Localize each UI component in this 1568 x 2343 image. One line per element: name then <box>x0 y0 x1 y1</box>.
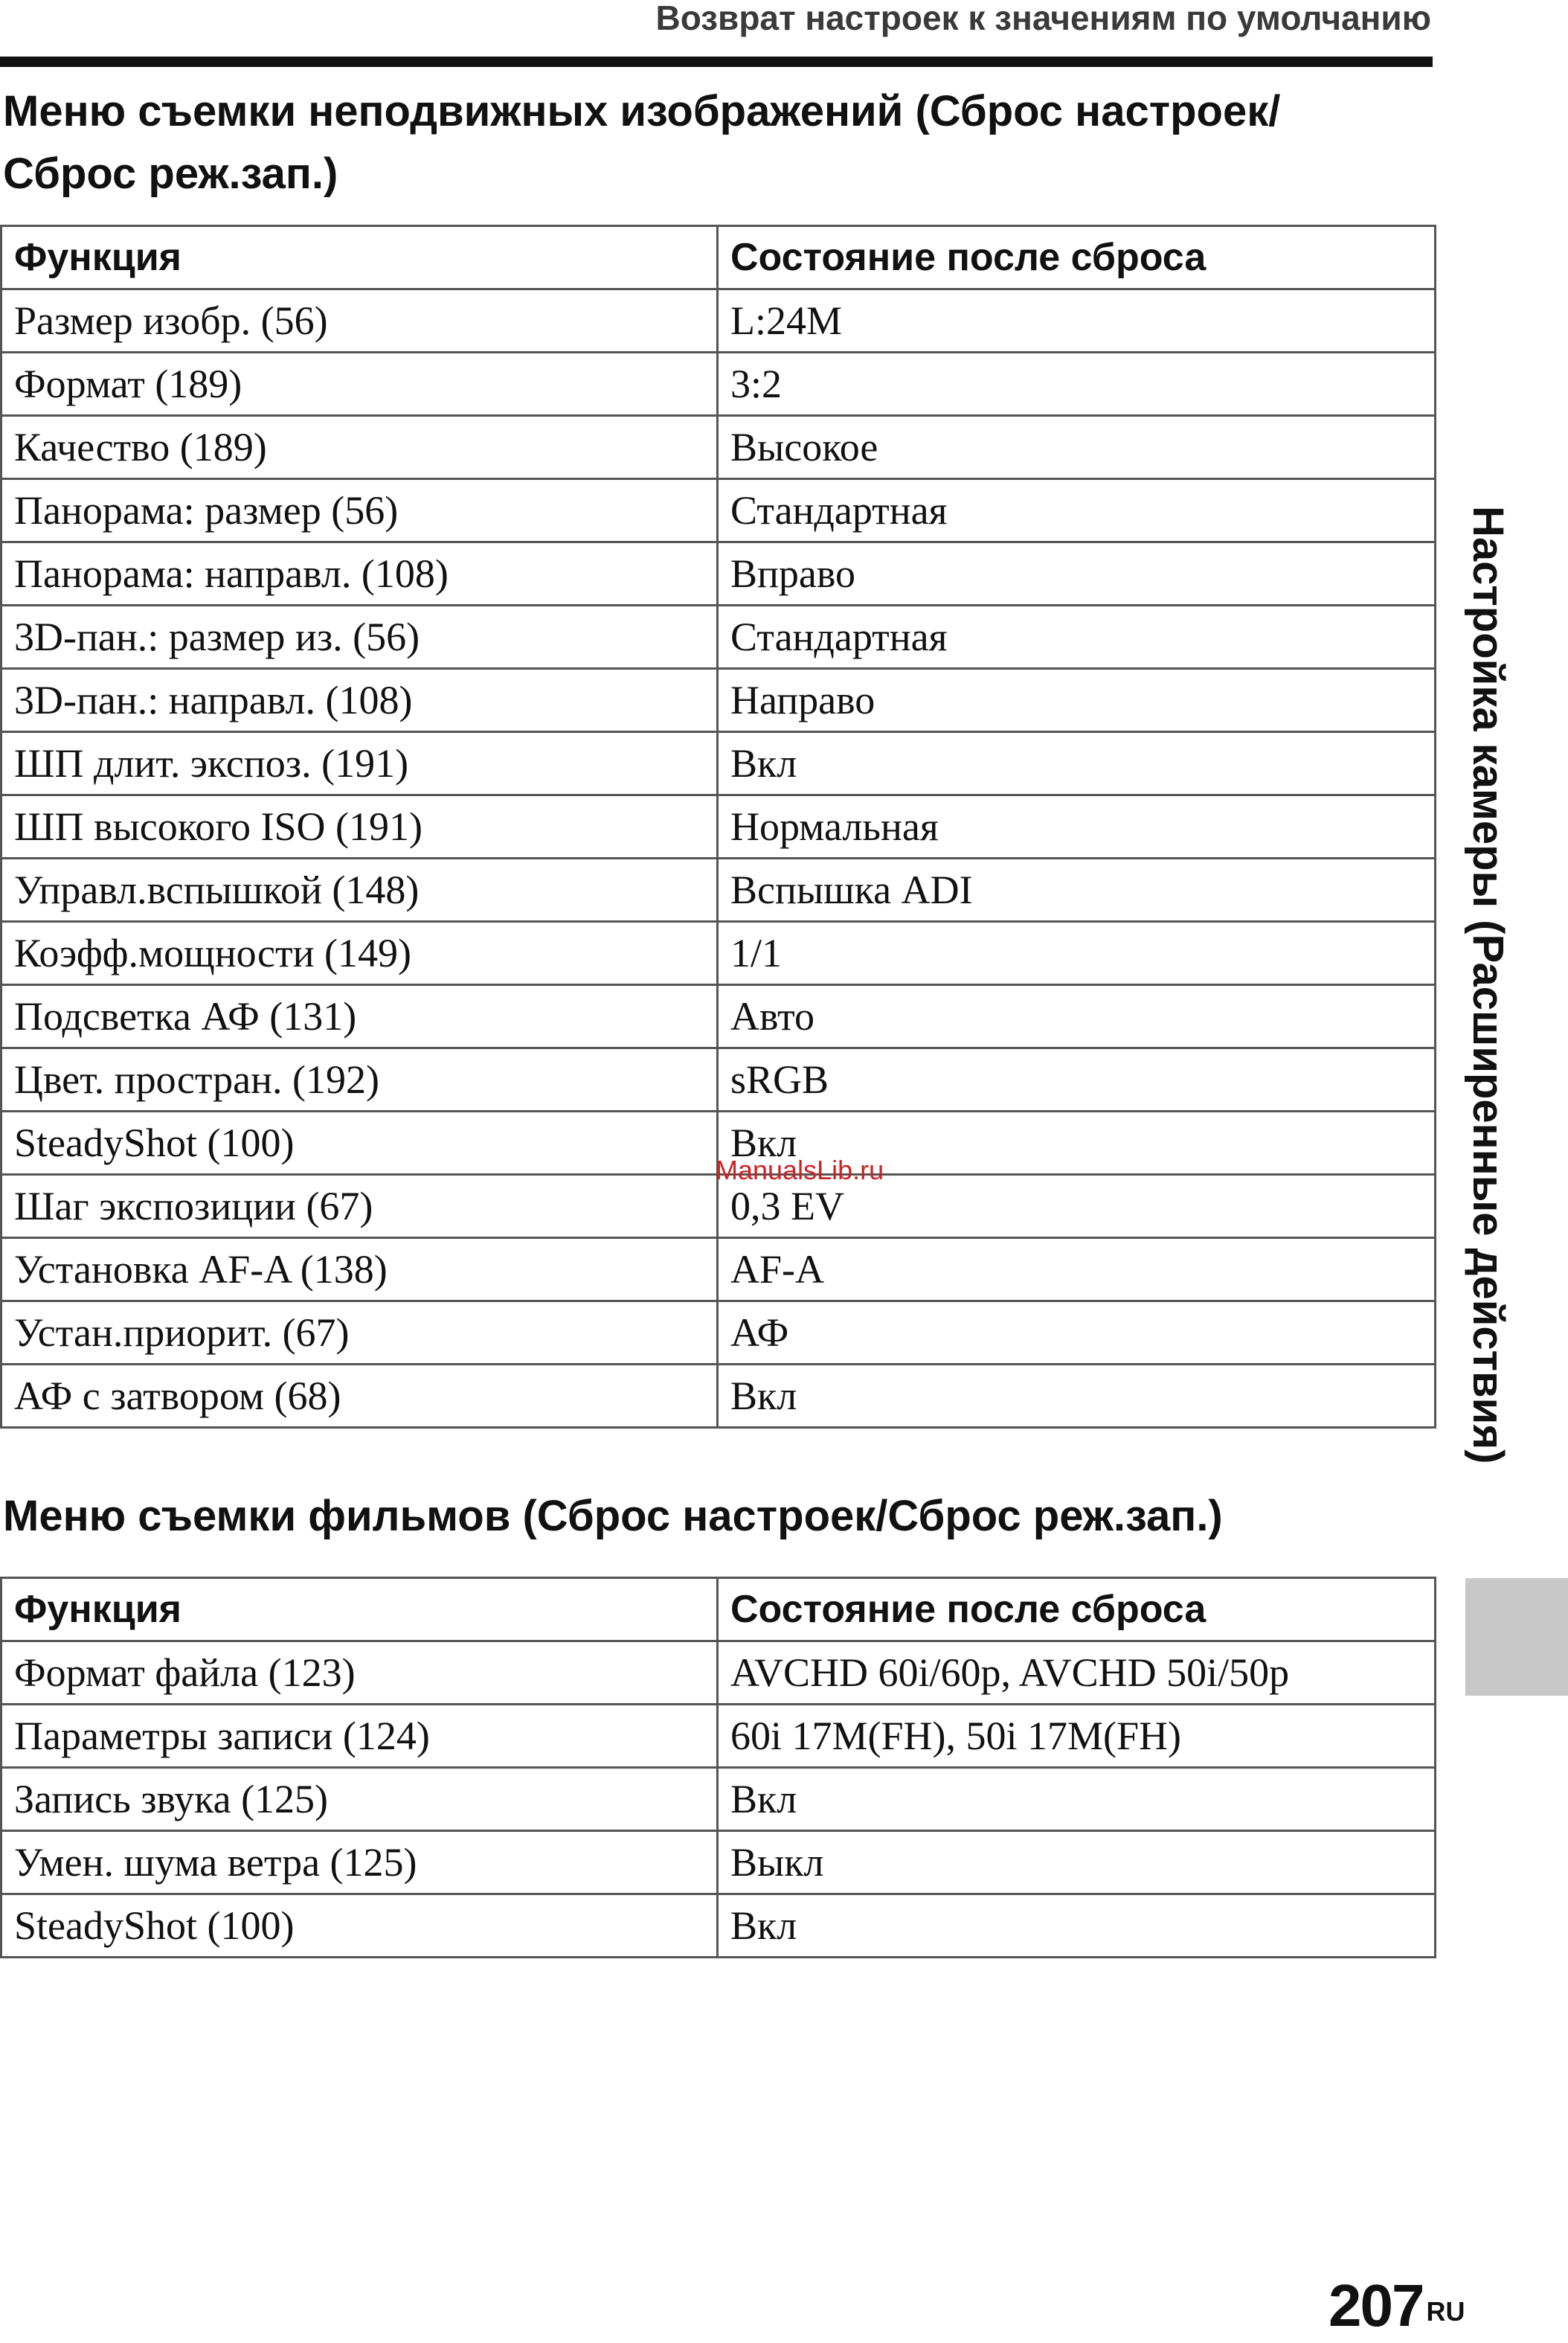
state-cell: sRGB <box>718 1048 1436 1112</box>
column-header-function: Функция <box>1 226 718 289</box>
function-cell: Умен. шума ветра (125) <box>1 1831 718 1894</box>
side-tab-marker <box>1465 1578 1568 1696</box>
table-row <box>1 1641 1436 1705</box>
table-row <box>1 1048 1436 1112</box>
function-cell: Шаг экспозиции (67) <box>1 1175 718 1238</box>
watermark: ManualsLib.ru <box>716 1155 884 1185</box>
state-cell: Нормальная <box>718 795 1436 859</box>
table-row <box>1 669 1436 732</box>
column-header-state: Состояние после сброса <box>718 1578 1436 1641</box>
table-row <box>1 353 1436 416</box>
table-row <box>1 479 1436 542</box>
table-row <box>1 859 1436 922</box>
still-shooting-reset-table <box>0 225 1436 1429</box>
table-row <box>1 1705 1436 1768</box>
section-title-line-1: Меню съемки неподвижных изображений (Сброс настроек/ <box>3 87 1281 135</box>
state-cell: Высокое <box>718 416 1436 479</box>
state-cell: Вкл <box>718 1112 1436 1175</box>
function-cell: Размер изобр. (56) <box>1 289 718 353</box>
state-cell: 3:2 <box>718 353 1436 416</box>
state-cell: L:24M <box>718 289 1436 353</box>
table-row <box>1 922 1436 985</box>
table-row <box>1 1301 1436 1365</box>
function-cell: Качество (189) <box>1 416 718 479</box>
table-header-row <box>1 226 1436 289</box>
state-cell: Стандартная <box>718 606 1436 669</box>
running-head: Возврат настроек к значениям по умолчанию <box>655 0 1431 37</box>
function-cell: ШП высокого ISO (191) <box>1 795 718 859</box>
table-row <box>1 1768 1436 1831</box>
state-cell: Вкл <box>718 1768 1436 1831</box>
state-cell: Стандартная <box>718 479 1436 542</box>
state-cell: 60i 17M(FH), 50i 17M(FH) <box>718 1705 1436 1768</box>
state-cell: Вкл <box>718 1365 1436 1428</box>
table-row <box>1 732 1436 795</box>
state-cell: AF-A <box>718 1238 1436 1301</box>
function-cell: Формат (189) <box>1 353 718 416</box>
function-cell: АФ с затвором (68) <box>1 1365 718 1428</box>
section-title-line-2: Сброс реж.зап.) <box>3 150 338 198</box>
table-row <box>1 542 1436 606</box>
movie-shooting-reset-table <box>0 1577 1436 1958</box>
state-cell: Вкл <box>718 732 1436 795</box>
header-rule <box>0 57 1433 67</box>
table-row <box>1 795 1436 859</box>
function-cell: Формат файла (123) <box>1 1641 718 1705</box>
function-cell: Управл.вспышкой (148) <box>1 859 718 922</box>
table-row <box>1 985 1436 1048</box>
function-cell: 3D-пан.: размер из. (56) <box>1 606 718 669</box>
function-cell: Панорама: размер (56) <box>1 479 718 542</box>
table-header-row <box>1 1578 1436 1641</box>
page-number-value: 207 <box>1328 2272 1424 2339</box>
table-row <box>1 606 1436 669</box>
state-cell: Вспышка ADI <box>718 859 1436 922</box>
table-row <box>1 289 1436 353</box>
column-header-state: Состояние после сброса <box>718 226 1436 289</box>
table-row <box>1 1365 1436 1428</box>
function-cell: Запись звука (125) <box>1 1768 718 1831</box>
function-cell: Цвет. простран. (192) <box>1 1048 718 1112</box>
page-number <box>1328 2272 1465 2339</box>
function-cell: SteadyShot (100) <box>1 1894 718 1958</box>
state-cell: Вправо <box>718 542 1436 606</box>
function-cell: Панорама: направл. (108) <box>1 542 718 606</box>
table-row <box>1 1894 1436 1958</box>
table-row <box>1 416 1436 479</box>
function-cell: Параметры записи (124) <box>1 1705 718 1768</box>
function-cell: ШП длит. экспоз. (191) <box>1 732 718 795</box>
table-row <box>1 1238 1436 1301</box>
state-cell: AVCHD 60i/60p, AVCHD 50i/50p <box>718 1641 1436 1705</box>
page-language: RU <box>1426 2296 1465 2327</box>
state-cell: Вкл <box>718 1894 1436 1958</box>
function-cell: SteadyShot (100) <box>1 1112 718 1175</box>
section-title-still <box>3 80 1439 205</box>
state-cell: Направо <box>718 669 1436 732</box>
state-cell: 0,3 EV <box>718 1175 1436 1238</box>
function-cell: Коэфф.мощности (149) <box>1 922 718 985</box>
function-cell: Установка AF-A (138) <box>1 1238 718 1301</box>
function-cell: Подсветка АФ (131) <box>1 985 718 1048</box>
function-cell: 3D-пан.: направл. (108) <box>1 669 718 732</box>
section-title-movie: Меню съемки фильмов (Сброс настроек/Сброс реж.зап.) <box>3 1492 1223 1540</box>
state-cell: 1/1 <box>718 922 1436 985</box>
state-cell: Авто <box>718 985 1436 1048</box>
state-cell: Выкл <box>718 1831 1436 1894</box>
column-header-function: Функция <box>1 1578 718 1641</box>
side-tab-label: Настройка камеры (Расширенные действия) <box>1464 506 1512 1464</box>
table-row <box>1 1831 1436 1894</box>
function-cell: Устан.приорит. (67) <box>1 1301 718 1365</box>
state-cell: АФ <box>718 1301 1436 1365</box>
